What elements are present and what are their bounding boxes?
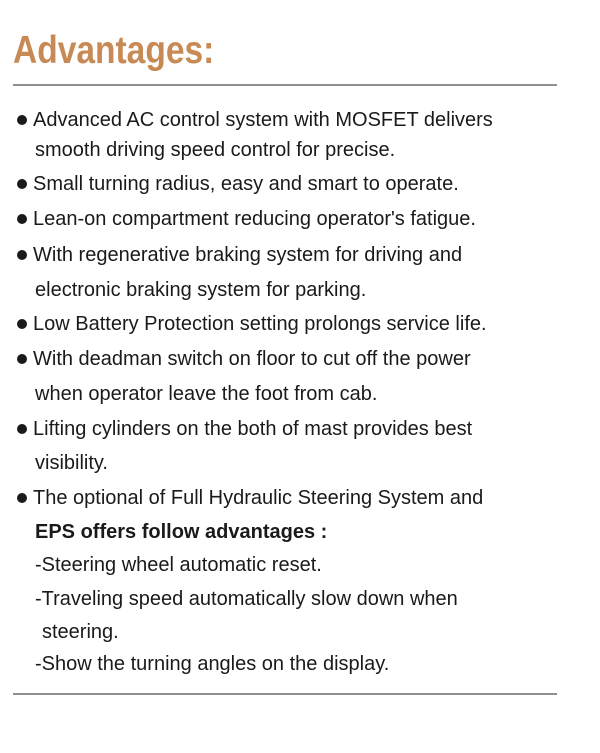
advantage-line: Lean-on compartment reducing operator's fatigue. xyxy=(33,208,476,230)
page-title: Advantages: xyxy=(13,29,215,72)
advantage-line: Advanced AC control system with MOSFET delivers xyxy=(33,109,493,131)
bullet-marker xyxy=(17,214,27,224)
bullet-marker xyxy=(17,493,27,503)
advantage-line: electronic braking system for parking. xyxy=(35,279,367,301)
sub-advantage-line: steering. xyxy=(42,621,119,643)
advantage-line: Lifting cylinders on the both of mast provides best xyxy=(33,418,473,440)
top-divider xyxy=(13,84,557,86)
eps-heading: EPS offers follow advantages : xyxy=(35,521,328,543)
advantage-line: With regenerative braking system for driving and xyxy=(33,244,463,266)
sub-advantage-line: -Steering wheel automatic reset. xyxy=(35,554,322,576)
bullet-marker xyxy=(17,354,27,364)
advantage-line: The optional of Full Hydraulic Steering System and xyxy=(33,487,484,509)
bottom-divider xyxy=(13,693,557,695)
advantage-line: Small turning radius, easy and smart to operate. xyxy=(33,173,459,195)
bullet-marker xyxy=(17,179,27,189)
advantage-line: visibility. xyxy=(35,452,108,474)
bullet-marker xyxy=(17,319,27,329)
advantage-line: when operator leave the foot from cab. xyxy=(35,383,378,405)
sub-advantage-line: -Traveling speed automatically slow down when xyxy=(35,588,458,610)
advantage-line: With deadman switch on floor to cut off the power xyxy=(33,348,471,370)
advantage-line: smooth driving speed control for precise. xyxy=(35,139,396,161)
bullet-marker xyxy=(17,115,27,125)
advantage-line: Low Battery Protection setting prolongs service life. xyxy=(33,313,487,335)
bullet-marker xyxy=(17,424,27,434)
bullet-marker xyxy=(17,250,27,260)
sub-advantage-line: -Show the turning angles on the display. xyxy=(35,653,390,675)
